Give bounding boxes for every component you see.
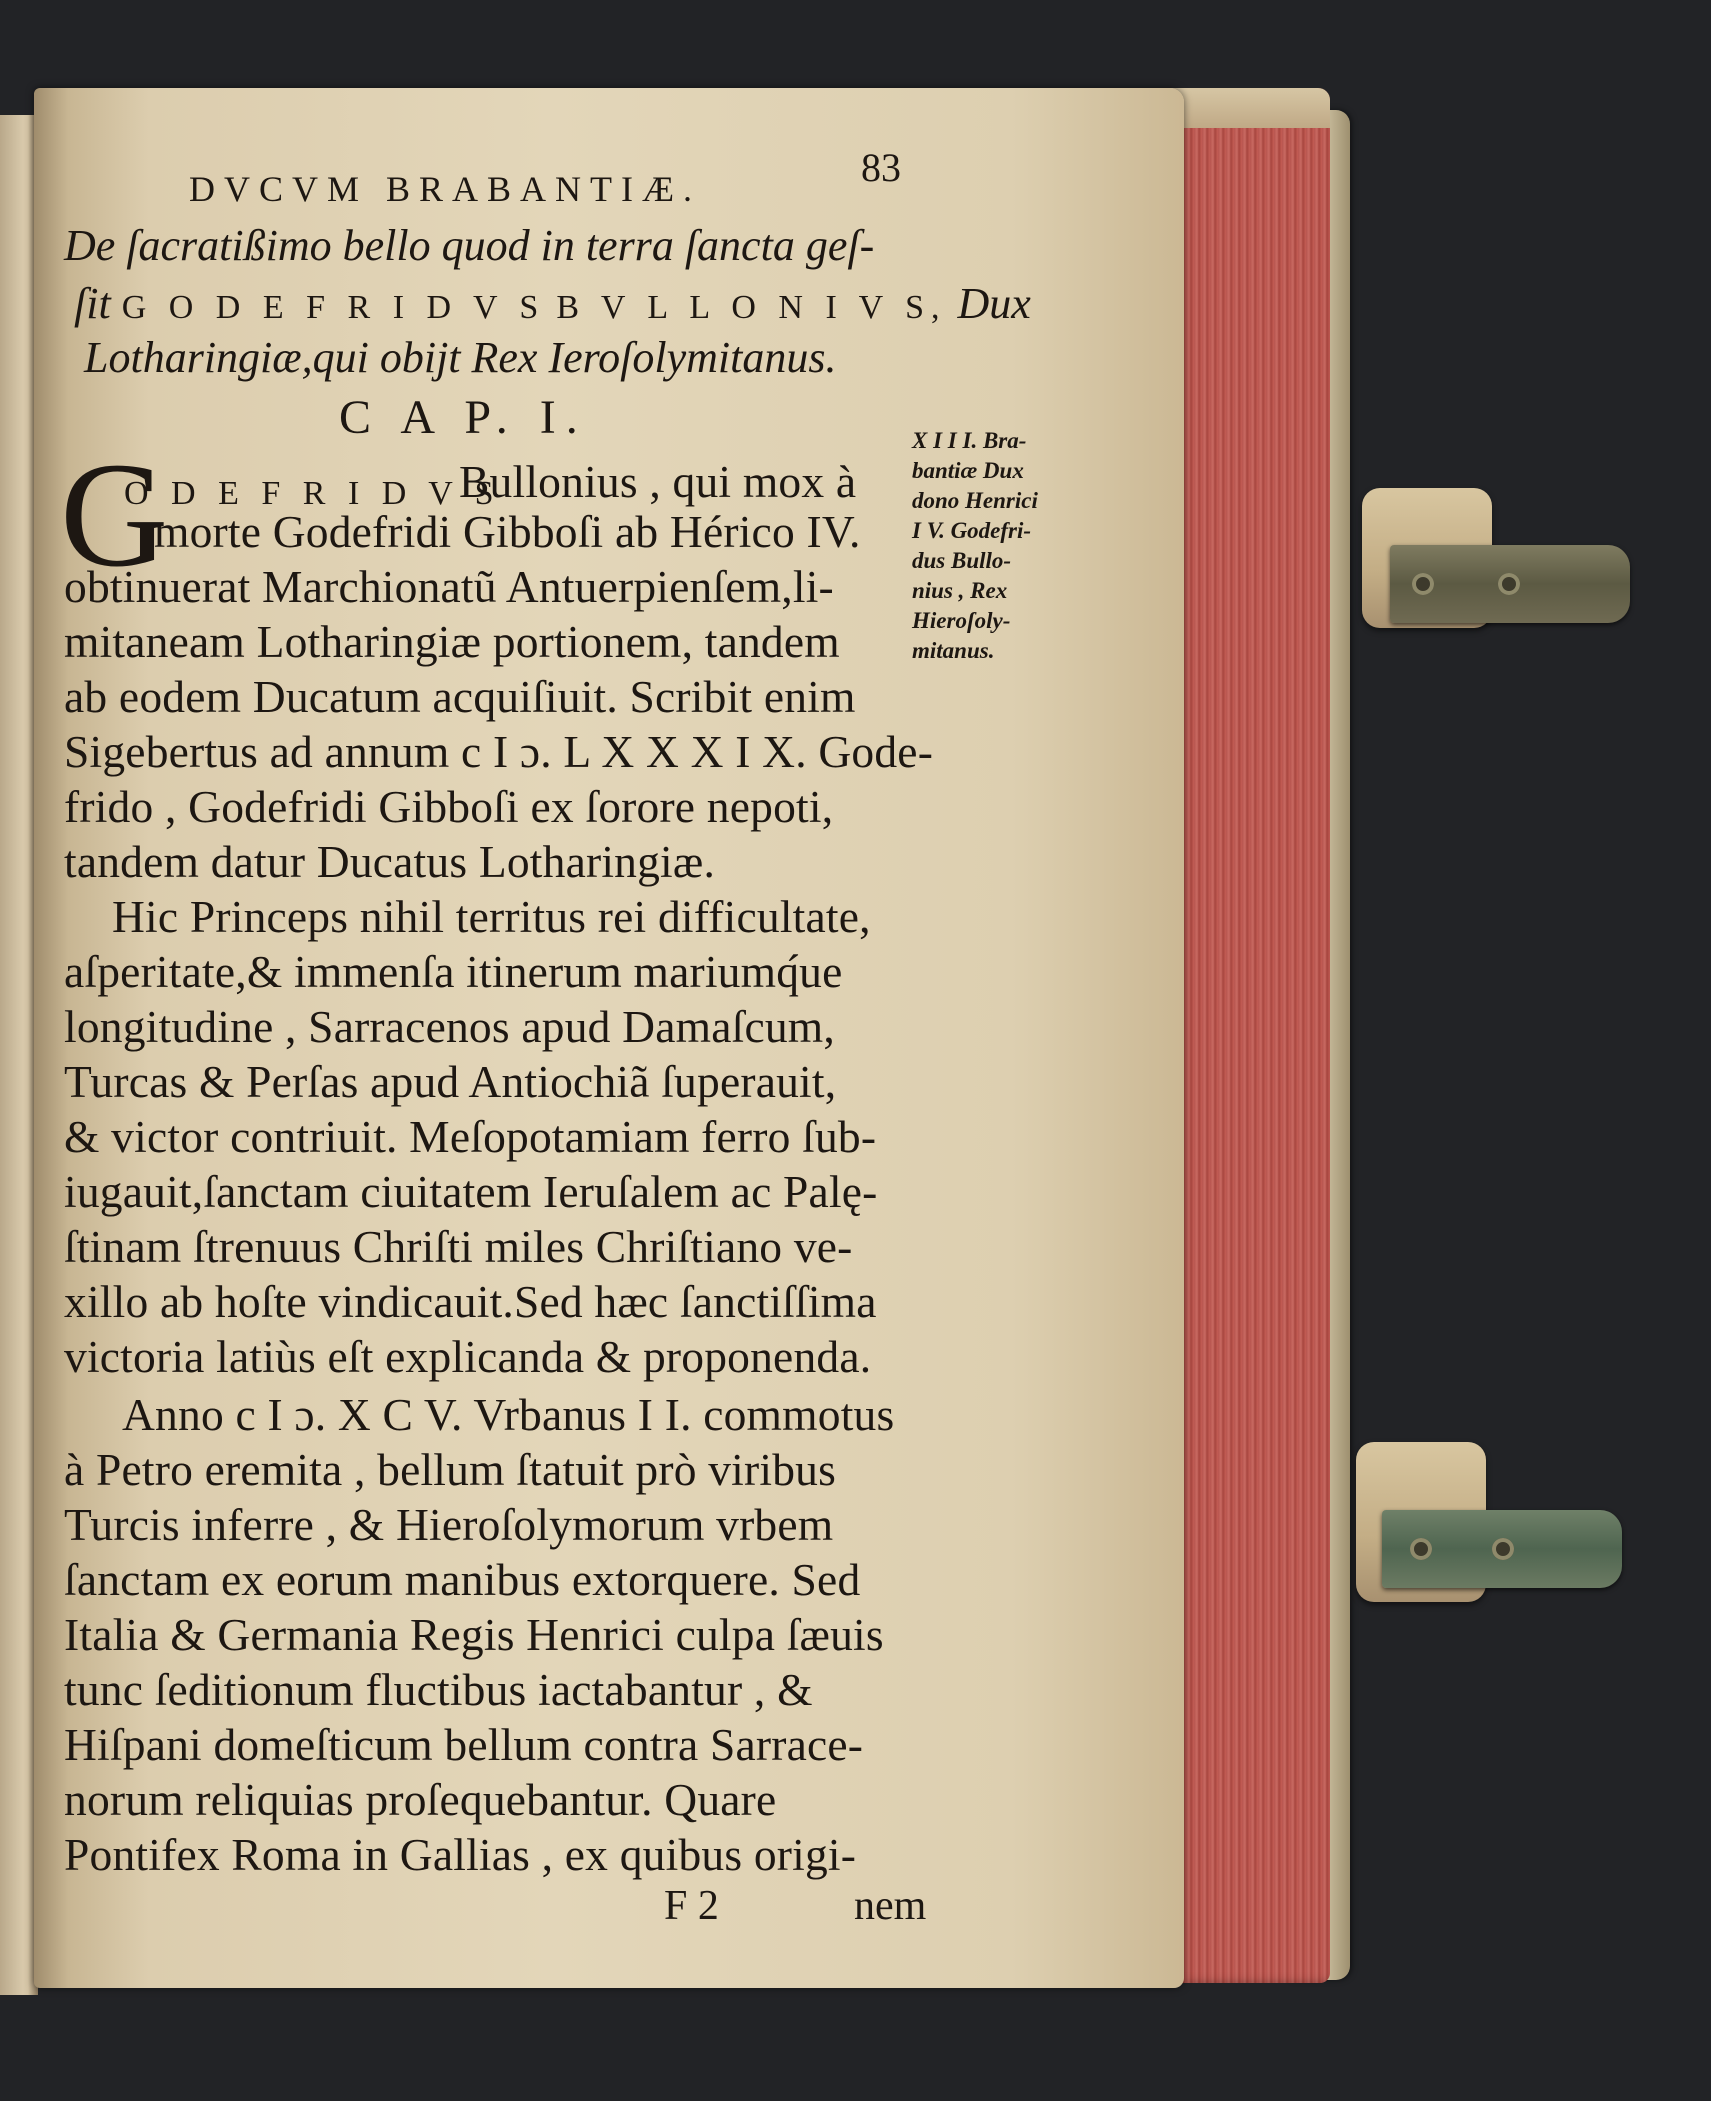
margin-line: bantiæ Dux [912, 458, 1024, 483]
body-line: ſtinam ſtrenuus Chriſti miles Chriſtiano ve- [64, 1221, 853, 1272]
body-line: Bullonius , qui mox à [459, 456, 857, 507]
body-line: Turcas & Perſas apud Antiochiã ſuperauit, [64, 1056, 837, 1107]
chapter-label: C A P. I. [339, 391, 588, 444]
body-line: ſanctam ex eorum manibus extorquere. Sed [64, 1554, 861, 1605]
chapter-title-line-2: ſit G O D E F R I D V S B V L L O N I V S, Dux [74, 279, 1031, 328]
body-line: obtinuerat Marchionatũ Antuerpienſem,li- [64, 561, 834, 612]
body-line: xillo ab hoſte vindicauit.Sed hæc ſanctiſſima [64, 1276, 877, 1327]
rivet-icon [1492, 1538, 1514, 1560]
margin-line: I V. Godefri- [912, 518, 1032, 543]
chapter-title-line-3: Lotharingiæ,qui obijt Rex Ieroſolymitanus. [84, 333, 837, 382]
body-line: morte Godefridi Gibboſi ab Hérico IV. [154, 506, 861, 557]
catchword: nem [854, 1883, 927, 1929]
rivet-icon [1498, 573, 1520, 595]
margin-line: mitanus. [912, 638, 995, 663]
previous-page-edge [0, 115, 38, 1995]
body-line: à Petro eremita , bellum ſtatuit prò viribus [64, 1444, 837, 1495]
body-line: longitudine , Sarracenos apud Damaſcum, [64, 1001, 835, 1052]
margin-line: dono Henrici [912, 488, 1038, 513]
rivet-icon [1410, 1538, 1432, 1560]
body-line: & victor contriuit. Meſopotamiam ferro ſub- [64, 1111, 877, 1162]
name-bullonius: B V L L O N I V S, [556, 289, 947, 326]
body-line: victoria latiùs eſt explicanda & proponenda. [64, 1331, 872, 1382]
body-line: iugauit,ſanctam ciuitatem Ieruſalem ac Palę- [64, 1166, 878, 1217]
margin-line: nius , Rex [912, 578, 1008, 603]
margin-line: X I I I. Bra- [912, 428, 1027, 453]
body-line: mitaneam Lotharingiæ portionem, tandem [64, 616, 840, 667]
first-line-name: O D E F R I D V S [124, 475, 501, 512]
clasp-strap-bottom[interactable] [1382, 1510, 1622, 1588]
body-line: norum reliquias proſequebantur. Quare [64, 1774, 777, 1825]
body-line: Sigebertus ad annum c I ɔ. L X X X I X. Gode- [64, 726, 934, 777]
body-line: tandem datur Ducatus Lotharingiæ. [64, 836, 716, 887]
body-line: tunc ſeditionum fluctibus iactabantur , & [64, 1664, 813, 1715]
chapter-title-line-1: De ſacratißimo bello quod in terra ſancta geſ- [64, 221, 875, 270]
body-line: Pontifex Roma in Gallias , ex quibus origi- [64, 1829, 857, 1880]
body-line: Italia & Germania Regis Henrici culpa ſæuis [64, 1609, 884, 1660]
margin-line: Hieroſoly- [912, 608, 1011, 633]
running-title: DVCVM BRABANTIÆ. [189, 169, 702, 209]
body-line: aſperitate,& immenſa itinerum mariumq́ue [64, 946, 843, 997]
margin-line: dus Bullo- [912, 548, 1012, 573]
body-line: Hiſpani domeſticum bellum contra Sarrace- [64, 1719, 864, 1770]
clasp-strap-top[interactable] [1390, 545, 1630, 623]
body-line: Hic Princeps nihil territus rei difficultate, [112, 891, 871, 942]
signature-mark: F 2 [664, 1883, 719, 1929]
body-line: ab eodem Ducatum acquiſiuit. Scribit enim [64, 671, 856, 722]
body-line: Turcis inferre , & Hieroſolymorum vrbem [64, 1499, 834, 1550]
body-line: frido , Godefridi Gibboſi ex ſorore nepoti, [64, 781, 834, 832]
name-godefridus: G O D E F R I D V S [121, 289, 546, 326]
page-number: 83 [861, 145, 901, 190]
rivet-icon [1412, 573, 1434, 595]
drop-cap: G [60, 432, 169, 598]
body-line: Anno c I ɔ. X C V. Vrbanus I I. commotus [122, 1389, 895, 1440]
